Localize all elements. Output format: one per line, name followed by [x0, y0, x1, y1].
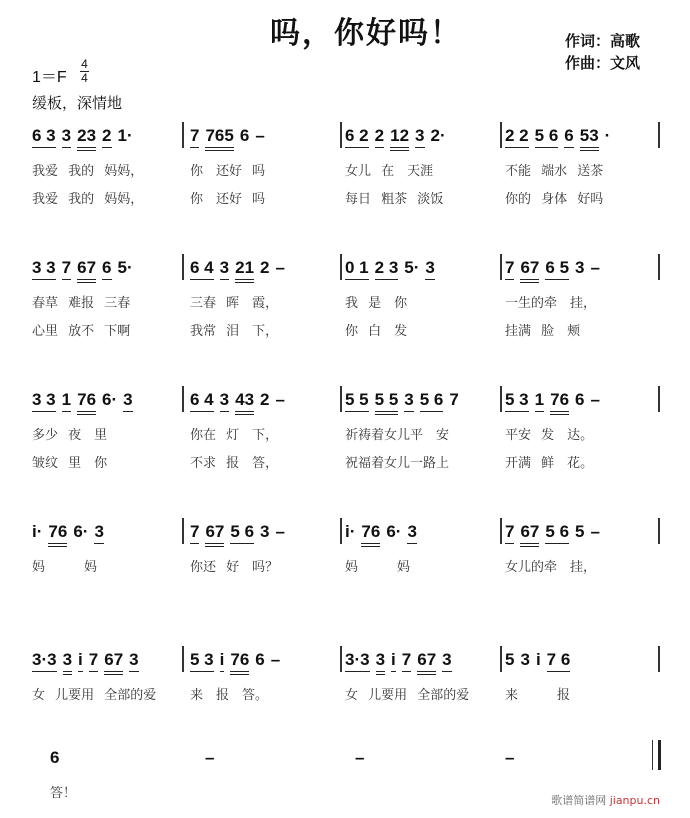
- note-group: 3: [425, 258, 434, 280]
- notes: [505, 390, 606, 414]
- time-signature: [80, 58, 89, 85]
- lyric-line: 春草 难报 三春: [32, 296, 131, 311]
- lyric-line: 妈 妈: [32, 560, 98, 575]
- bar-line: [500, 122, 502, 148]
- note-group: 2: [102, 126, 111, 148]
- bar-line: [500, 254, 502, 280]
- note-group: 2: [260, 390, 270, 409]
- note-group: 2 2: [505, 126, 529, 148]
- lyric-line: 我常 泪 下，: [190, 324, 279, 339]
- note-group: –: [275, 522, 285, 541]
- notes: [345, 258, 441, 282]
- tempo-marking: 缓板，深情地: [32, 94, 123, 112]
- notes: [32, 258, 139, 282]
- note-group: 3: [123, 390, 132, 412]
- lyric-line: 三春 晖 霞，: [190, 296, 279, 311]
- note-group: 5 3: [505, 390, 529, 412]
- notes: [32, 650, 145, 674]
- lyric-line: 我 是 你: [345, 296, 408, 311]
- note-group: 2 3: [375, 258, 399, 280]
- lyric-line: 开满 鲜 花。: [505, 456, 594, 471]
- lyric-line: 你 还好 吗: [190, 164, 266, 179]
- note-group: 5 6: [545, 522, 569, 544]
- note-group: i: [78, 650, 83, 672]
- note-group: 3: [442, 650, 451, 672]
- lyric-line: 祈祷着女儿平 安: [345, 428, 450, 443]
- note-group: 67: [520, 258, 539, 283]
- note-group: 2·: [430, 126, 446, 145]
- bar-line: [658, 386, 660, 412]
- notes: [190, 522, 291, 546]
- watermark-cn: 歌谱简谱网: [551, 794, 607, 807]
- note-group: 7 6: [547, 650, 571, 672]
- note-group: 6: [255, 650, 265, 669]
- bar-line: [182, 254, 184, 280]
- lyric-line: 我爱 我的 妈妈，: [32, 164, 144, 179]
- lyric-line: 女儿 在 天涯: [345, 164, 434, 179]
- note-group: –: [590, 258, 600, 277]
- lyric-line: 一生的牵 挂，: [505, 296, 597, 311]
- lyric-line: 不求 报 答，: [190, 456, 279, 471]
- note-group: 6 5: [545, 258, 569, 280]
- note-group: 2: [375, 126, 384, 148]
- notes: [345, 126, 452, 150]
- note-group: 7: [505, 522, 514, 544]
- composer: 作曲：文风: [565, 54, 641, 72]
- lyric-line: 来 报 答。: [190, 688, 269, 703]
- note-group: 7: [89, 650, 98, 672]
- watermark: [551, 792, 660, 808]
- bar-line: [658, 254, 660, 280]
- note-group: 7: [190, 126, 199, 148]
- note-group: 6 4: [190, 258, 214, 280]
- bar-line: [658, 518, 660, 544]
- time-sig-top: 4: [81, 57, 88, 71]
- notes: [205, 748, 220, 772]
- bar-line: [340, 646, 342, 672]
- note-group: 23: [77, 126, 96, 151]
- note-group: 3: [404, 390, 413, 412]
- note-group: 1: [62, 390, 71, 412]
- note-group: 5 6: [420, 390, 444, 412]
- bar-line: [658, 646, 660, 672]
- note-group: 1: [535, 390, 544, 412]
- note-group: 76: [361, 522, 380, 547]
- time-sig-bottom: 4: [81, 71, 88, 85]
- note-group: 6·: [102, 390, 118, 409]
- note-group: –: [205, 748, 215, 767]
- note-group: 67: [520, 522, 539, 547]
- bar-line: [182, 646, 184, 672]
- note-group: 53: [580, 126, 599, 151]
- notes: [505, 126, 616, 150]
- note-group: 67: [104, 650, 123, 675]
- note-group: –: [505, 748, 515, 767]
- note-group: 7: [190, 522, 199, 544]
- note-group: 3: [220, 390, 229, 412]
- note-group: 5 3: [190, 650, 214, 672]
- lyric-line: 每日 粗茶 淡饭: [345, 192, 444, 207]
- bar-line: [500, 386, 502, 412]
- lyric-line: 多少 夜 里: [32, 428, 108, 443]
- lyric-line: 平安 发 达。: [505, 428, 594, 443]
- bar-line: [340, 386, 342, 412]
- note-group: –: [355, 748, 365, 767]
- note-group: –: [590, 390, 600, 409]
- bar-line: [500, 646, 502, 672]
- note-group: 6 3: [32, 126, 56, 148]
- lyric-line: 祝福着女儿一路上: [345, 456, 450, 471]
- bar-line: [182, 518, 184, 544]
- note-group: 3: [415, 126, 424, 148]
- notes: [32, 126, 139, 150]
- note-group: 76: [550, 390, 569, 415]
- notes: [50, 748, 65, 772]
- note-group: 43: [235, 390, 254, 415]
- lyric-line: 你 还好 吗: [190, 192, 266, 207]
- note-group: 67: [417, 650, 436, 675]
- notes: [505, 522, 606, 546]
- notes: [505, 650, 576, 674]
- note-group: 5·: [117, 258, 133, 277]
- notes: [345, 650, 458, 674]
- lyric-line: 心里 放不 下啊: [32, 324, 131, 339]
- note-group: 5 6: [535, 126, 559, 148]
- lyric-line: 你 白 发: [345, 324, 408, 339]
- note-group: 7: [505, 258, 514, 280]
- notes: [345, 390, 465, 414]
- notes: [190, 126, 271, 150]
- note-group: 6·: [73, 522, 89, 541]
- notes: [32, 522, 110, 546]
- note-group: 2: [260, 258, 270, 277]
- notes: [355, 748, 370, 772]
- notes: [32, 390, 139, 414]
- lyric-line: 你的 身体 好吗: [505, 192, 604, 207]
- note-group: 12: [390, 126, 409, 151]
- notes: [505, 258, 606, 282]
- note-group: 6 4: [190, 390, 214, 412]
- note-group: 3: [575, 258, 585, 277]
- note-group: i·: [32, 522, 43, 541]
- note-group: –: [255, 126, 265, 145]
- notes: [345, 522, 423, 546]
- final-bar-line: [652, 740, 661, 770]
- note-group: –: [275, 390, 285, 409]
- note-group: –: [270, 650, 281, 669]
- lyric-line: 你还 好 吗？: [190, 560, 279, 575]
- note-group: 76: [77, 390, 96, 415]
- note-group: 5: [575, 522, 585, 541]
- note-group: 67: [205, 522, 224, 547]
- note-group: 5 5: [375, 390, 399, 415]
- lyric-line: 挂满 脸 颊: [505, 324, 581, 339]
- note-group: ·: [604, 126, 611, 145]
- note-group: 76: [48, 522, 67, 547]
- note-group: 21: [235, 258, 254, 283]
- note-group: 3: [63, 650, 72, 675]
- notes: [190, 390, 291, 414]
- note-group: 6: [239, 126, 250, 145]
- lyric-line: 女 儿要用 全部的爱: [345, 688, 470, 703]
- song-title: 吗，你好吗！: [270, 16, 462, 51]
- note-group: 6: [50, 748, 60, 767]
- note-group: 7: [449, 390, 459, 409]
- note-group: 5: [505, 650, 515, 669]
- lyric-line: 答！: [50, 786, 77, 801]
- notes: [505, 748, 520, 772]
- note-group: 6·: [386, 522, 402, 541]
- note-group: 3·3: [32, 650, 57, 672]
- lyric-line: 我爱 我的 妈妈，: [32, 192, 144, 207]
- lyric-line: 你在 灯 下，: [190, 428, 279, 443]
- note-group: 5 6: [230, 522, 254, 544]
- bar-line: [182, 122, 184, 148]
- lyricist: 作词：高歌: [565, 32, 641, 50]
- bar-line: [340, 122, 342, 148]
- lyric-line: 妈 妈: [345, 560, 411, 575]
- lyric-line: 不能 端水 送茶: [505, 164, 604, 179]
- note-group: 7: [402, 650, 411, 672]
- bar-line: [658, 122, 660, 148]
- note-group: 5 5: [345, 390, 369, 412]
- note-group: –: [590, 522, 600, 541]
- bar-line: [500, 518, 502, 544]
- bar-line: [340, 518, 342, 544]
- notes: [190, 650, 286, 674]
- lyric-line: 女儿的牵 挂，: [505, 560, 597, 575]
- note-group: 3: [220, 258, 229, 280]
- note-group: 765: [205, 126, 233, 151]
- note-group: 6 2: [345, 126, 369, 148]
- note-group: 3: [260, 522, 270, 541]
- note-group: i: [535, 650, 541, 669]
- note-group: 3: [62, 126, 71, 148]
- notes: [190, 258, 291, 282]
- note-group: 7: [62, 258, 71, 280]
- note-group: 1·: [117, 126, 133, 145]
- note-group: 3: [376, 650, 385, 675]
- note-group: 67: [77, 258, 96, 283]
- note-group: 3: [94, 522, 103, 544]
- note-group: 6: [564, 126, 573, 148]
- note-group: 3·3: [345, 650, 370, 672]
- note-group: i: [220, 650, 225, 672]
- lyric-line: 皱纹 里 你: [32, 456, 108, 471]
- note-group: 3: [129, 650, 138, 672]
- note-group: –: [275, 258, 285, 277]
- note-group: 3: [520, 650, 530, 669]
- note-group: 3 3: [32, 390, 56, 412]
- note-group: i: [391, 650, 396, 672]
- lyric-line: 女 儿要用 全部的爱: [32, 688, 157, 703]
- bar-line: [182, 386, 184, 412]
- note-group: i·: [345, 522, 356, 541]
- note-group: 76: [230, 650, 249, 675]
- note-group: 6: [575, 390, 585, 409]
- bar-line: [340, 254, 342, 280]
- note-group: 0 1: [345, 258, 369, 280]
- note-group: 6: [102, 258, 111, 280]
- note-group: 3 3: [32, 258, 56, 280]
- note-group: 5·: [404, 258, 420, 277]
- key-signature: 1＝F: [32, 69, 67, 86]
- note-group: 3: [407, 522, 416, 544]
- lyric-line: 来 报: [505, 688, 571, 703]
- watermark-site: jianpu.cn: [609, 794, 660, 807]
